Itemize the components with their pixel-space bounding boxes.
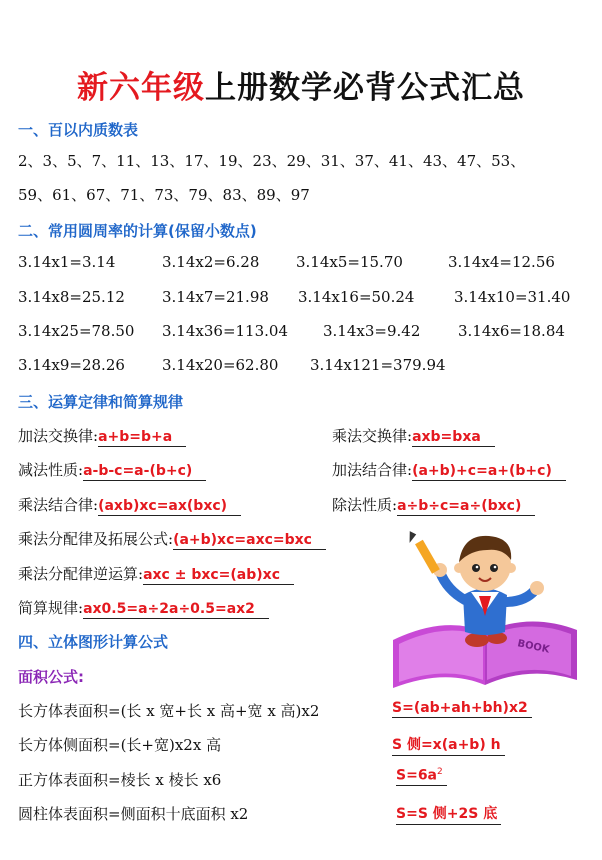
page-title bbox=[0, 62, 602, 107]
law-formula: ax0.5=a÷2a÷0.5=ax2 bbox=[83, 601, 269, 619]
boy-reading-book-illustration bbox=[385, 520, 585, 690]
book-label: BOOK bbox=[516, 638, 551, 656]
formula-result bbox=[396, 767, 447, 786]
formula-text: 圆柱体表面积=侧面积十底面积 x2 bbox=[18, 805, 249, 823]
primes-line-2: 59、61、67、71、73、79、83、89、97 bbox=[18, 186, 310, 204]
formula-text: 正方体表面积=棱长 x 棱长 x6 bbox=[18, 771, 222, 789]
pi-item: 3.14x121=379.94 bbox=[310, 356, 446, 374]
section-heading-pi: 二、常用圆周率的计算(保留小数点) bbox=[18, 222, 257, 240]
pi-item: 3.14x4=12.56 bbox=[448, 253, 555, 271]
law-label: 除法性质: bbox=[332, 496, 398, 514]
section-heading-solids: 四、立体图形计算公式 bbox=[18, 633, 169, 651]
law-label: 乘法分配律及拓展公式: bbox=[18, 530, 174, 548]
law-label: 加法交换律: bbox=[18, 427, 99, 445]
law-item bbox=[18, 528, 326, 549]
formula-result: S=S 侧+2S 底 bbox=[396, 803, 501, 825]
law-item bbox=[18, 494, 241, 515]
formula-superscript: 2 bbox=[437, 767, 443, 777]
pi-item: 3.14x5=15.70 bbox=[296, 253, 403, 271]
law-label: 乘法分配律逆运算: bbox=[18, 565, 144, 583]
pi-item: 3.14x20=62.80 bbox=[162, 356, 279, 374]
law-item bbox=[18, 459, 206, 480]
pi-item: 3.14x3=9.42 bbox=[323, 322, 421, 340]
pi-item: 3.14x10=31.40 bbox=[454, 288, 571, 306]
section-heading-laws: 三、运算定律和简算规律 bbox=[18, 393, 184, 411]
law-formula: (a+b)xc=axc=bxc bbox=[173, 532, 326, 550]
law-item bbox=[332, 459, 566, 480]
primes-line-1: 2、3、5、7、11、13、17、19、23、29、31、37、41、43、47、53、 bbox=[18, 152, 526, 170]
pi-item: 3.14x25=78.50 bbox=[18, 322, 135, 340]
formula-text: 长方体侧面积=(长+宽)x2x 高 bbox=[18, 736, 222, 754]
law-formula: axc ± bxc=(ab)xc bbox=[143, 567, 294, 585]
law-label: 加法结合律: bbox=[332, 461, 413, 479]
law-formula: a+b=b+a bbox=[98, 429, 186, 447]
pi-item: 3.14x6=18.84 bbox=[458, 322, 565, 340]
pi-item: 3.14x16=50.24 bbox=[298, 288, 415, 306]
law-item bbox=[18, 425, 186, 446]
law-formula: a÷b÷c=a÷(bxc) bbox=[397, 498, 535, 516]
section-heading-primes: 一、百以内质数表 bbox=[18, 121, 139, 139]
law-label: 乘法结合律: bbox=[18, 496, 99, 514]
subheading-area: 面积公式: bbox=[18, 668, 84, 686]
law-label: 减法性质: bbox=[18, 461, 84, 479]
formula-result: S=(ab+ah+bh)x2 bbox=[392, 700, 532, 718]
law-item bbox=[332, 494, 535, 515]
formula-text: 长方体表面积=(长 x 宽+长 x 高+宽 x 高)x2 bbox=[18, 702, 320, 720]
pi-item: 3.14x36=113.04 bbox=[162, 322, 288, 340]
law-item bbox=[332, 425, 495, 446]
law-formula: axb=bxa bbox=[412, 429, 495, 447]
pi-item: 3.14x9=28.26 bbox=[18, 356, 125, 374]
law-item bbox=[18, 563, 294, 584]
law-label: 乘法交换律: bbox=[332, 427, 413, 445]
law-formula: (axb)xc=ax(bxc) bbox=[98, 498, 241, 516]
pencil-icon bbox=[405, 529, 440, 574]
law-formula: a-b-c=a-(b+c) bbox=[83, 463, 206, 481]
pi-item: 3.14x8=25.12 bbox=[18, 288, 125, 306]
pi-item: 3.14x2=6.28 bbox=[162, 253, 260, 271]
law-formula: (a+b)+c=a+(b+c) bbox=[412, 463, 566, 481]
law-item bbox=[18, 597, 269, 618]
law-label: 简算规律: bbox=[18, 599, 84, 617]
formula-result-text: S=6a bbox=[396, 767, 438, 784]
title-rest: 上册数学必背公式汇总 bbox=[205, 70, 525, 106]
pi-item: 3.14x7=21.98 bbox=[162, 288, 269, 306]
pi-item: 3.14x1=3.14 bbox=[18, 253, 116, 271]
title-highlight: 新六年级 bbox=[77, 70, 205, 106]
formula-result: S 侧=x(a+b) h bbox=[392, 734, 505, 756]
